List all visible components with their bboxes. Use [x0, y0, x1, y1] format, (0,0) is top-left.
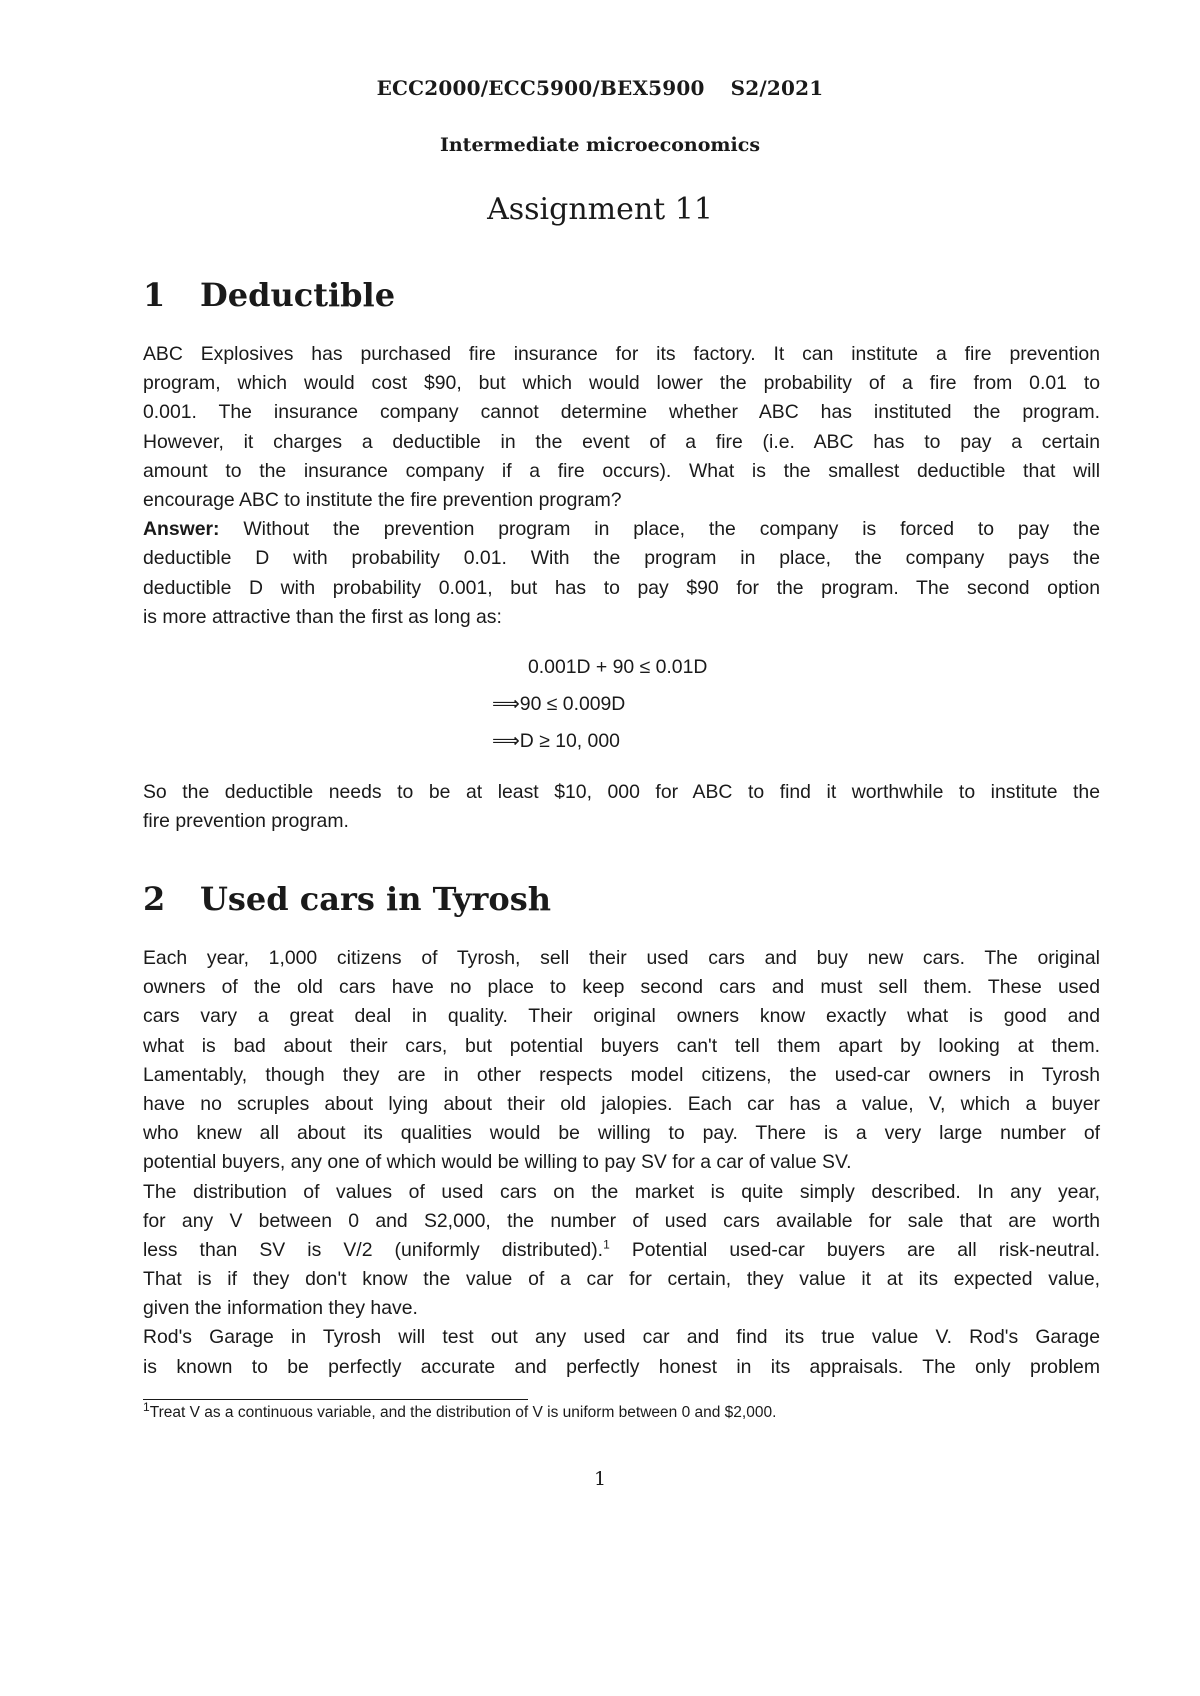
- text-line-with-footnote: [143, 1236, 1100, 1265]
- text-line: cars vary a great deal in quality. Their original owners know exactly what is good and: [143, 1005, 1100, 1028]
- section-2-heading: [143, 880, 1103, 918]
- text-line: given the information they have.: [143, 1297, 418, 1320]
- text-line: So the deductible needs to be at least $10, 000 for ABC to find it worthwhile to institute the: [143, 781, 1100, 803]
- answer-text: Without the prevention program in place, the company is forced to pay the: [219, 518, 1100, 541]
- footnote-number: 1: [143, 1399, 150, 1414]
- semester: S2/2021: [730, 76, 824, 100]
- text-line: That is if they don't know the value of a car for certain, they value it at its expected value,: [143, 1268, 1100, 1291]
- text-line: deductible D with probability 0.001, but has to pay $90 for the program. The second option: [143, 576, 1100, 599]
- text-line: owners of the old cars have no place to keep second cars and must sell them. These used: [143, 976, 1100, 999]
- text-segment: Potential used-car buyers are all risk-neutral.: [609, 1238, 1100, 1261]
- equation-2: ⟹90 ≤ 0.009D: [492, 693, 626, 715]
- text-line: who knew all about its qualities would be willing to pay. There is a very large number of: [143, 1122, 1100, 1145]
- footnote-text: Treat V as a continuous variable, and the distribution of V is uniform between 0 and $2,000.: [149, 1404, 777, 1421]
- text-line: amount to the insurance company if a fire occurs). What is the smallest deductible that will: [143, 459, 1100, 482]
- footnote-divider: [143, 1399, 528, 1400]
- page-title: Assignment 11: [487, 192, 713, 227]
- section-1-title: Deductible: [200, 276, 396, 314]
- course-codes: ECC2000/ECC5900/BEX5900: [376, 76, 705, 100]
- text-line: ABC Explosives has purchased fire insurance for its factory. It can institute a fire prevention: [143, 343, 1100, 365]
- answer-line: [143, 515, 1100, 544]
- text-line: potential buyers, any one of which would be willing to pay SV for a car of value SV.: [143, 1151, 852, 1174]
- footnote: [143, 1399, 1103, 1423]
- text-line: have no scruples about lying about their old jalopies. Each car has a value, V, which a buyer: [143, 1092, 1100, 1115]
- equation-3: ⟹D ≥ 10, 000: [492, 730, 620, 752]
- section-1-number: 1: [143, 276, 166, 314]
- text-line: is more attractive than the first as long as:: [143, 605, 502, 628]
- page-number: 1: [593, 1468, 607, 1490]
- section-1-heading: [143, 276, 1103, 314]
- section-2-body: [143, 944, 1100, 1382]
- answer-label: Answer:: [143, 518, 220, 541]
- text-line: encourage ABC to institute the fire prevention program?: [143, 488, 622, 511]
- text-line: program, which would cost $90, but which would lower the probability of a fire from 0.01 to: [143, 372, 1100, 395]
- text-line: deductible D with probability 0.01. With the program in place, the company pays the: [143, 547, 1100, 570]
- text-line: is known to be perfectly accurate and perfectly honest in its appraisals. The only problem: [143, 1355, 1100, 1378]
- text-line: Lamentably, though they are in other respects model citizens, the used-car owners in Tyrosh: [143, 1063, 1100, 1086]
- footnote-marker: 1: [603, 1237, 610, 1252]
- section-2-title: Used cars in Tyrosh: [200, 880, 551, 918]
- text-line: However, it charges a deductible in the event of a fire (i.e. ABC has to pay a certain: [143, 430, 1100, 453]
- section-1-question: [143, 340, 1100, 632]
- text-line: 0.001. The insurance company cannot determine whether ABC has instituted the program.: [143, 401, 1100, 424]
- text-line: fire prevention program.: [143, 810, 349, 833]
- course-header: [0, 76, 1200, 100]
- text-line: Each year, 1,000 citizens of Tyrosh, sell their used cars and buy new cars. The original: [143, 947, 1100, 969]
- text-line: The distribution of values of used cars on the market is quite simply described. In any year,: [143, 1180, 1100, 1203]
- text-line: for any V between 0 and S2,000, the number of used cars available for sale that are worth: [143, 1209, 1100, 1232]
- equation-1: 0.001D + 90 ≤ 0.01D: [528, 656, 708, 678]
- text-segment: less than SV is V/2 (uniformly distributed).: [143, 1238, 604, 1261]
- course-subtitle: Intermediate microeconomics: [439, 134, 761, 156]
- section-1-conclusion: [143, 778, 1100, 836]
- text-line: Rod's Garage in Tyrosh will test out any used car and find its true value V. Rod's Garage: [143, 1326, 1100, 1349]
- section-2-number: 2: [143, 880, 166, 918]
- text-line: what is bad about their cars, but potential buyers can't tell them apart by looking at them.: [143, 1034, 1100, 1057]
